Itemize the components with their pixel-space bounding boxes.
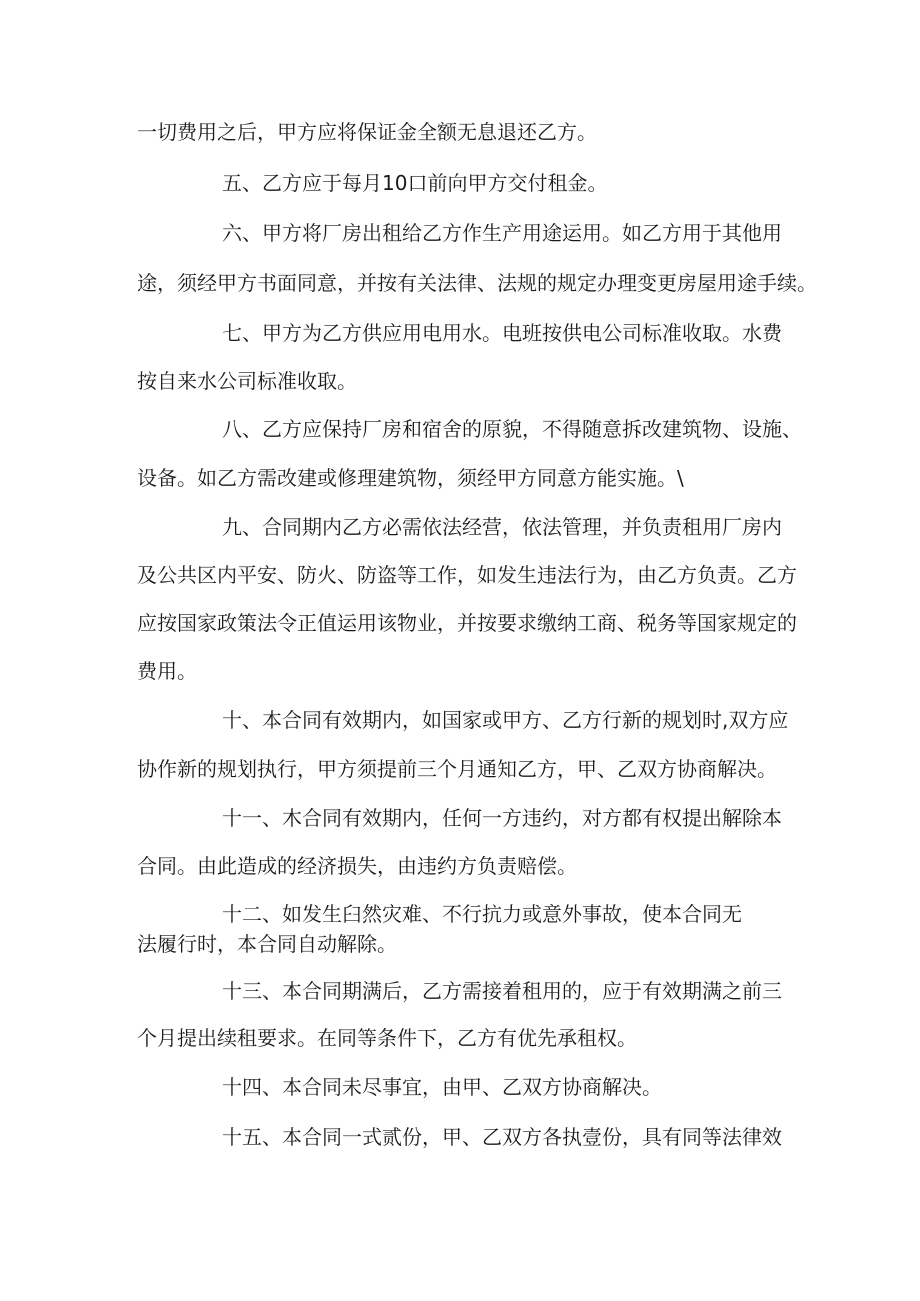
paragraph-line: 十四、本合同未尽事宜，由甲、乙双方协商解决。 — [222, 1075, 662, 1099]
paragraph-line: 十五、本合同一式贰份，甲、乙双方各执壹份，具有同等法律效 — [222, 1125, 782, 1149]
paragraph-line: 法履行时，本合同自动解除。 — [137, 932, 397, 956]
paragraph-line: 九、合同期内乙方必需依法经营，依法管理，并负责租用厂房内 — [222, 515, 782, 539]
paragraph-line: 十、本合同有效期内，如国家或甲方、乙方行新的规划时,双方应 — [222, 708, 789, 732]
paragraph-line: 费用。 — [137, 659, 197, 683]
paragraph-line: 七、甲方为乙方供应用电用水。电班按供电公司标准收取。水费 — [222, 321, 782, 345]
paragraph-line: 十二、如发生臼然灾难、不行抗力或意外事故，使本合同无 — [222, 902, 742, 926]
paragraph-line: 一切费用之后，甲方应将保证金全额无息退还乙方。 — [137, 120, 597, 144]
paragraph-line: 途，须经甲方书面同意，并按有关法律、法规的规定办理变更房屋用途手续。 — [137, 271, 817, 295]
paragraph-line: 协作新的规划执行，甲方须提前三个月通知乙方，甲、乙双方协商解决。 — [137, 757, 777, 781]
paragraph-line: 八、乙方应保持厂房和宿舍的原貌，不得随意拆改建筑物、设施、 — [222, 417, 802, 441]
paragraph-line: 及公共区内平安、防火、防盗等工作，如发生违法行为，由乙方负责。乙方 — [137, 563, 797, 587]
paragraph-line: 五、乙方应于每月10口前向甲方交付租金。 — [222, 171, 608, 195]
paragraph-line: 合同。由此造成的经济损失，由违约方负责赔偿。 — [137, 854, 577, 878]
paragraph-line: 应按国家政策法令正值运用该物业，并按要求缴纳工商、税务等国家规定的 — [137, 611, 797, 635]
paragraph-line: 按自来水公司标准收取。 — [137, 369, 357, 393]
paragraph-line: 设备。如乙方需改建或修理建筑物，须经甲方同意方能实施。\ — [137, 466, 684, 490]
paragraph-line: 个月提出续租要求。在同等条件下，乙方有优先承租权。 — [137, 1026, 637, 1050]
paragraph-line: 六、甲方将厂房出租给乙方作生产用途运用。如乙方用于其他用 — [222, 221, 782, 245]
paragraph-line: 十一、木合同有效期内，任何一方违约，对方都有权提出解除本 — [222, 806, 782, 830]
paragraph-line: 十三、本合同期满后，乙方需接着租用的，应于有效期满之前三 — [222, 979, 782, 1003]
